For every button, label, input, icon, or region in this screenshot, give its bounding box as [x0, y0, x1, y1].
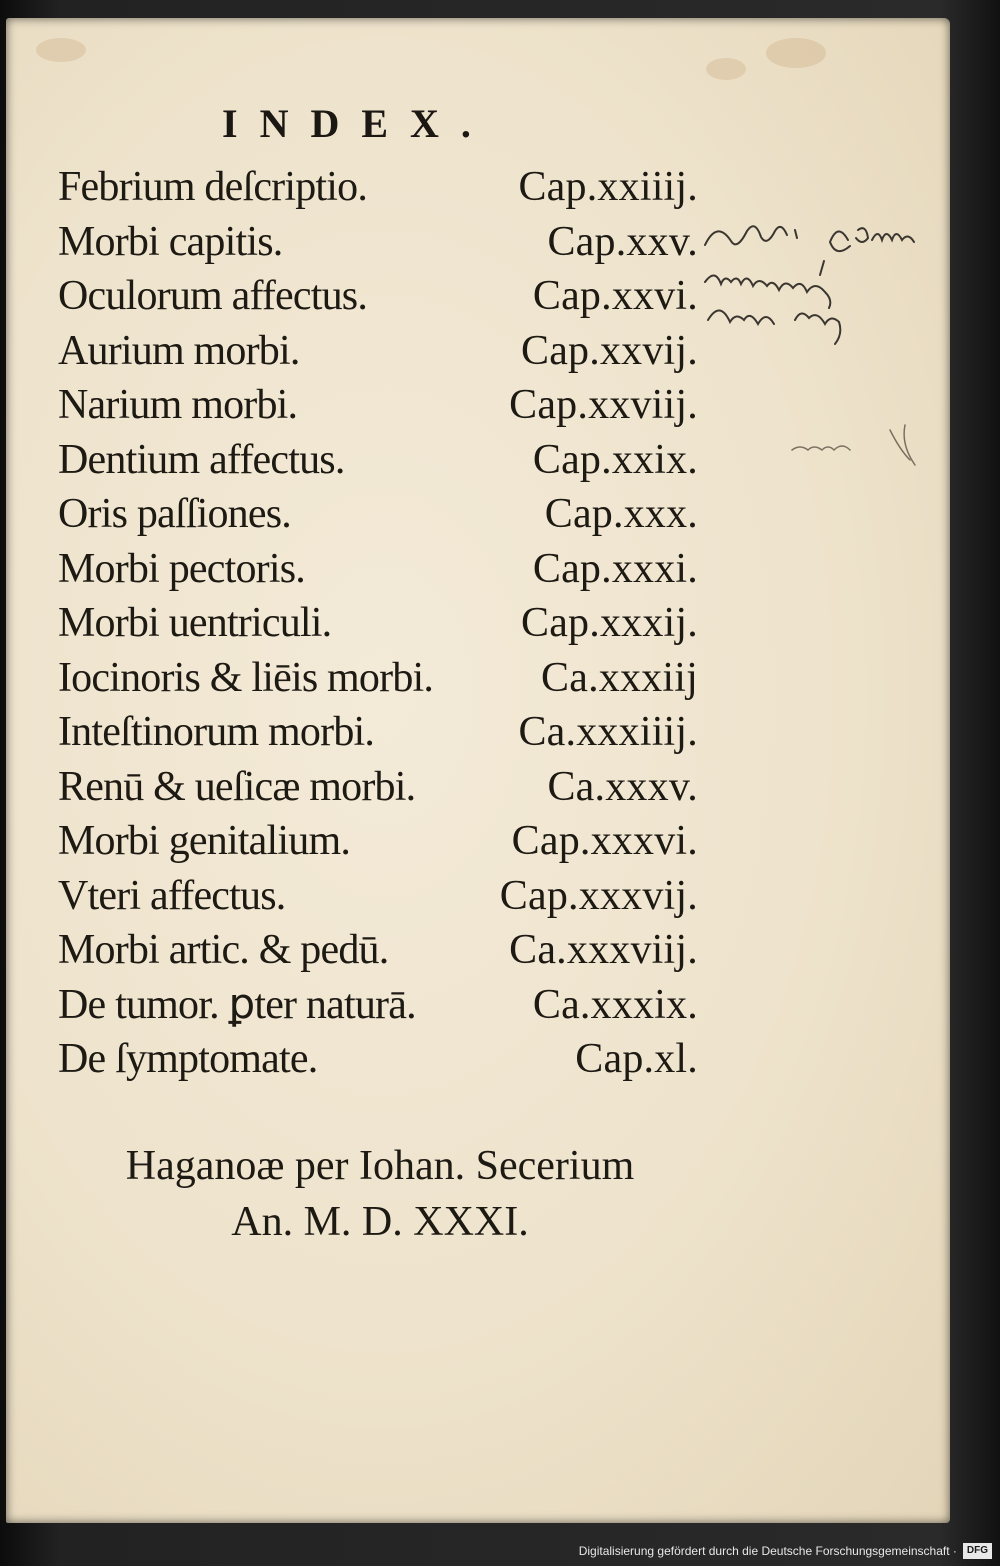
index-entry — [58, 978, 698, 1033]
paper-stain — [766, 38, 826, 68]
entry-chapter: Cap.xxviij. — [509, 382, 698, 428]
imprint-line-2: An. M. D. XXXI. — [231, 1199, 529, 1245]
entry-topic: Oculorum affectus. — [58, 273, 368, 319]
entry-chapter: Cap.xl. — [575, 1036, 698, 1082]
paper-stain — [706, 58, 746, 80]
digitization-credit — [579, 1540, 992, 1562]
index-entry — [58, 269, 698, 324]
entry-chapter: Ca.xxxix. — [532, 981, 698, 1028]
entry-topic: Morbi pectoris. — [58, 545, 305, 592]
index-entry — [58, 760, 698, 815]
entry-chapter: Cap.xxv. — [547, 218, 698, 265]
entry-topic: Morbi capitis. — [58, 218, 283, 265]
entry-chapter: Ca.xxxviij. — [509, 927, 698, 973]
entry-topic: Morbi uentriculi. — [58, 600, 332, 646]
index-entry — [58, 378, 698, 433]
index-entry — [58, 651, 698, 706]
entry-topic: Morbi genitalium. — [58, 818, 351, 864]
entry-topic: Dentium affectus. — [58, 436, 345, 483]
index-entry — [58, 596, 698, 651]
entry-chapter: Cap.xxxvi. — [511, 818, 698, 864]
entry-topic: Narium morbi. — [58, 382, 298, 428]
index-entries — [58, 160, 698, 1087]
handwritten-marginalia — [700, 200, 950, 500]
index-heading: INDEX. — [222, 101, 493, 146]
entry-chapter: Cap.xxx. — [544, 491, 698, 537]
index-entry — [58, 814, 698, 869]
entry-topic: Aurium morbi. — [58, 327, 300, 374]
credit-text: Digitalisierung gefördert durch die Deutsche Forschungsgemeinschaft · — [578, 1544, 957, 1558]
imprint — [0, 1138, 760, 1250]
index-entry — [58, 324, 698, 379]
index-entry — [58, 869, 698, 924]
entry-topic: Vteri affectus. — [58, 872, 286, 919]
entry-chapter: Cap.xxvij. — [521, 327, 698, 374]
paper-stain — [36, 38, 86, 62]
entry-chapter: Cap.xxxvij. — [499, 872, 698, 919]
entry-topic: De ſymptomate. — [58, 1036, 318, 1082]
index-entry — [58, 923, 698, 978]
entry-topic: Oris paſſiones. — [58, 491, 291, 537]
entry-topic: Morbi artic. & pedū. — [58, 927, 389, 973]
entry-chapter: Ca.xxxiij — [541, 654, 698, 701]
index-entry — [58, 215, 698, 270]
entry-topic: Iocinoris & liēis morbi. — [58, 654, 434, 701]
entry-topic: De tumor. ꝑter naturā. — [58, 981, 416, 1028]
entry-chapter: Cap.xxxi. — [532, 545, 698, 592]
entry-chapter: Cap.xxvi. — [532, 273, 698, 319]
index-entry — [58, 160, 698, 215]
entry-chapter: Ca.xxxiiij. — [518, 709, 698, 755]
entry-chapter: Ca.xxxv. — [547, 763, 698, 810]
entry-chapter: Cap.xxix. — [532, 436, 698, 483]
entry-topic: Renū & ueſicæ morbi. — [58, 763, 416, 810]
index-entry — [58, 487, 698, 542]
entry-topic: Febrium deſcriptio. — [58, 164, 368, 210]
dfg-logo: DFG — [963, 1543, 992, 1559]
index-entry — [58, 1032, 698, 1087]
index-entry — [58, 433, 698, 488]
imprint-line-1: Haganoæ per Iohan. Secerium — [125, 1143, 635, 1189]
entry-topic: Inteſtinorum morbi. — [58, 709, 375, 755]
index-entry — [58, 542, 698, 597]
entry-chapter: Cap.xxxij. — [521, 600, 698, 646]
index-entry — [58, 705, 698, 760]
entry-chapter: Cap.xxiiij. — [518, 164, 698, 210]
